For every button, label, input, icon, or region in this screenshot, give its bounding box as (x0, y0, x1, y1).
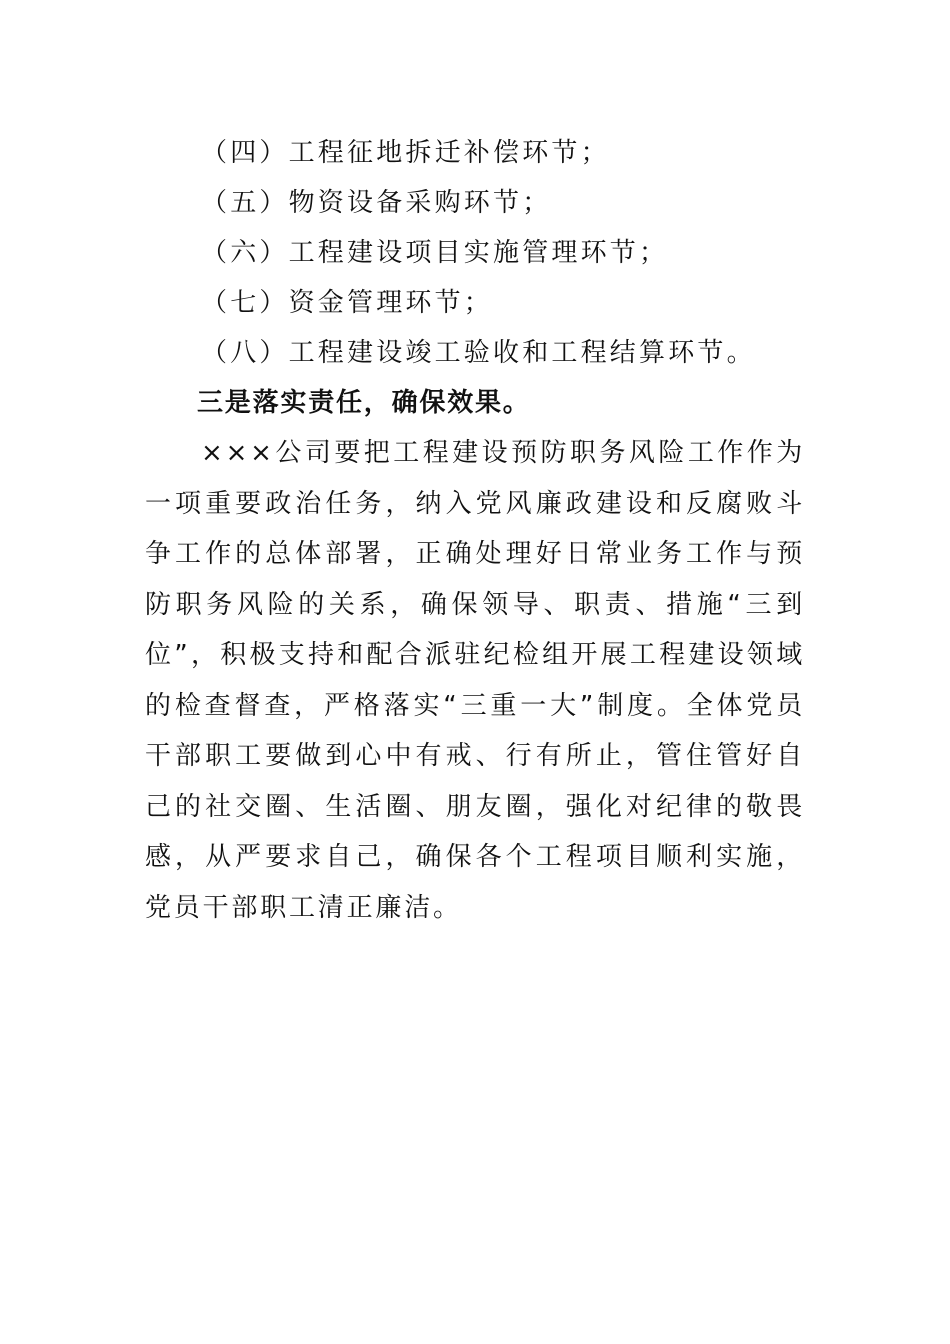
list-item-7: （七）资金管理环节； (201, 288, 494, 318)
list-item-6: （六）工程建设项目实施管理环节； (201, 238, 669, 268)
section-heading: 三是落实责任，确保效果。 (197, 388, 531, 418)
body-paragraph: ×××公司要把工程建设预防职务风险工作作为一项重要政治任务，纳入党风廉政建设和反腐败斗争工作的总体部署，正确处理好日常业务工作与预防职务风险的关系，确保领导、职责、措施“三到位”，积极支持和配合派驻纪检组开展工程建设领域的检查督查，严格落实“三重一大”制度。全体党员干部职工要做到心中有戒、行有所止，管住管好自己的社交圈、生活圈、朋友圈，强化对纪律的敬畏感，从严要求自己，确保各个工程项目顺利实施，党员干部职工清正廉洁。 (145, 438, 805, 923)
list-item-8: （八）工程建设竣工验收和工程结算环节。 (201, 338, 756, 368)
list-item-4: （四）工程征地拆迁补偿环节； (201, 138, 610, 168)
list-item-5: （五）物资设备采购环节； (201, 188, 552, 218)
document-body (145, 128, 805, 933)
